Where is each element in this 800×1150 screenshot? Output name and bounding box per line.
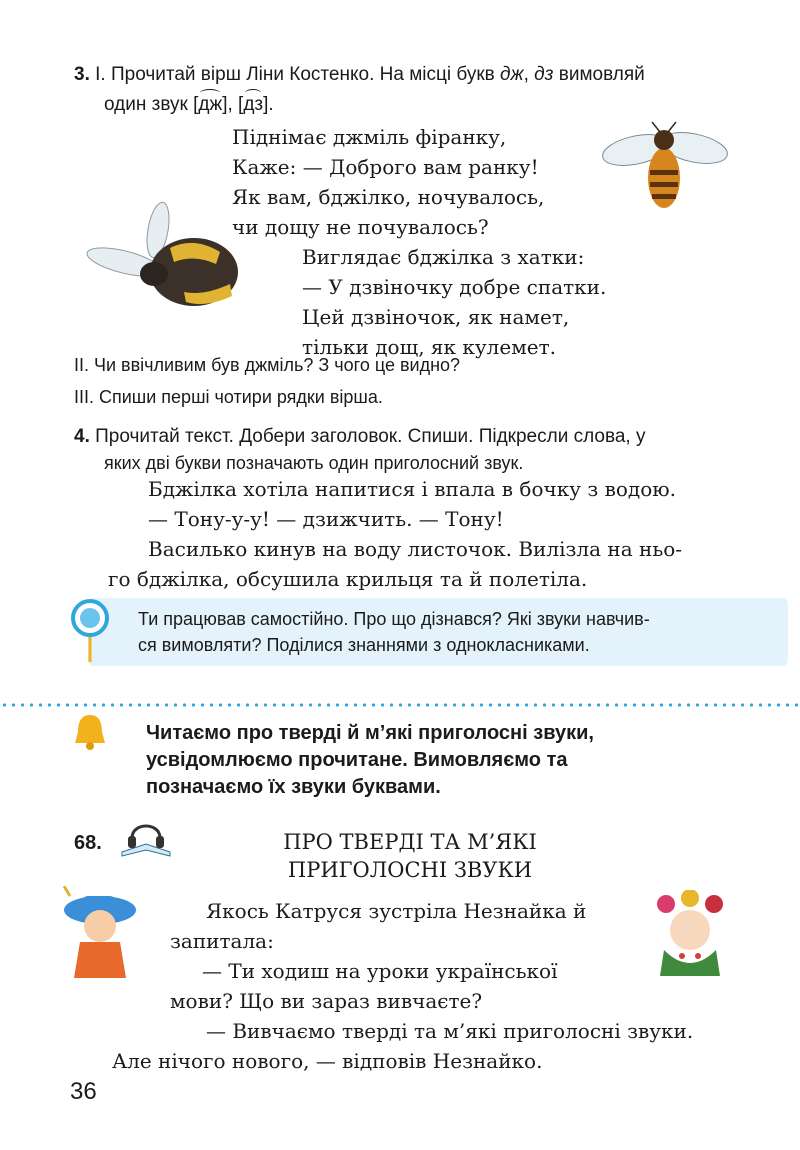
title-line: ПРО ТВЕРДІ ТА М’ЯКІ — [283, 830, 537, 854]
ex3-comma: , — [523, 64, 529, 85]
poem-stanza1 — [232, 122, 544, 242]
lesson-text-line: запитала: — [170, 929, 274, 953]
tip-line: Ти працював самостійно. Про що дізнався? Які звуки навчив- — [138, 609, 650, 629]
lesson-text-line: Якось Катруся зустріла Незнайка й — [206, 899, 587, 923]
ex3-question2: ІІ. Чи ввічливим був джміль? З чого це видно? — [74, 355, 461, 375]
bumblebee-illustration — [84, 200, 244, 320]
ex3-line2-end: ]. — [263, 94, 274, 115]
ex3-line1: І. Прочитай вірш Ліни Костенко. На місці букв — [95, 64, 495, 85]
lesson-number: 68. — [74, 832, 102, 854]
poem-line: — У дзвіночку добре спатки. — [302, 275, 607, 299]
ex3-instruction — [74, 62, 774, 88]
ex3-number: 3. — [74, 64, 90, 85]
ex4-text-line: — Тону-у-у! — дзижчить. — Тону! — [148, 507, 504, 531]
lesson-text — [112, 896, 752, 1076]
ex4-text — [108, 474, 738, 594]
lesson-text-line: мови? Що ви зараз вивчаєте? — [170, 989, 483, 1013]
poem-line: чи дощу не почувалось? — [232, 215, 489, 239]
magnifier-icon — [70, 598, 112, 664]
lesson-text-line: — Вивчаємо тверді та м’які приголосні звуки. — [206, 1019, 694, 1043]
title-line: ПРИГОЛОСНІ ЗВУКИ — [287, 858, 533, 882]
lesson-goals — [146, 720, 706, 801]
poem-stanza2 — [302, 242, 606, 362]
poem-line: Виглядає бджілка з хатки: — [302, 245, 585, 269]
sound-dz: дз — [243, 92, 263, 118]
poem-line: Піднімає джміль фіранку, — [232, 125, 507, 149]
poem-line: тільки дощ, як кулемет. — [302, 335, 557, 359]
poem-line: Каже: — Доброго вам ранку! — [232, 155, 539, 179]
poem-line: Як вам, бджілко, ночувалось, — [232, 185, 545, 209]
ex4-number: 4. — [74, 426, 90, 447]
sound-dzh: дж — [198, 92, 222, 118]
ex3-question3: ІІІ. Спиши перші чотири рядки вірша. — [74, 387, 383, 407]
poem-line: Цей дзвіночок, як намет, — [302, 305, 570, 329]
ex4-text-line: Бджілка хотіла напитися і впала в бочку з водою. — [148, 477, 677, 501]
ex3-line1-end: вимовляй — [558, 64, 645, 85]
dotted-divider — [0, 703, 800, 707]
ex3-sep: ], [ — [222, 94, 244, 115]
ex3-line2-start: один звук [ — [104, 94, 199, 115]
ex3-letters2: дз — [534, 64, 554, 85]
headphones-book-icon — [118, 814, 174, 858]
bee-illustration — [598, 118, 730, 214]
lesson-text-line: — Ти ходиш на уроки української — [202, 959, 558, 983]
goal-line: усвідомлюємо прочитане. Вимовляємо та — [146, 749, 568, 771]
goal-line: позначаємо їх звуки буквами. — [146, 776, 441, 798]
lesson-title — [230, 828, 590, 884]
goal-line: Читаємо про тверді й м’які приголосні звуки, — [146, 722, 594, 744]
ex4-text-line: го бджілка, обсушила крильця та й полетіла. — [108, 567, 588, 591]
ex4-instruction — [74, 424, 794, 450]
ex4-line1: Прочитай текст. Добери заголовок. Спиши. Підкресли слова, у — [95, 426, 646, 447]
lesson-text-line: Але нічого нового, — відповів Незнайко. — [112, 1049, 543, 1073]
tip-line: ся вимовляти? Поділися знаннями з однокласниками. — [138, 635, 590, 655]
ex3-letters1: дж — [500, 64, 524, 85]
ex4-line2: яких дві букви позначають один приголосний звук. — [104, 453, 524, 473]
page-number: 36 — [70, 1078, 97, 1105]
ex4-text-line: Василько кинув на воду листочок. Вилізла на ньо- — [148, 537, 683, 561]
tip-text — [138, 606, 778, 658]
ex3-instruction-line2 — [104, 92, 274, 118]
bell-icon — [70, 712, 110, 752]
